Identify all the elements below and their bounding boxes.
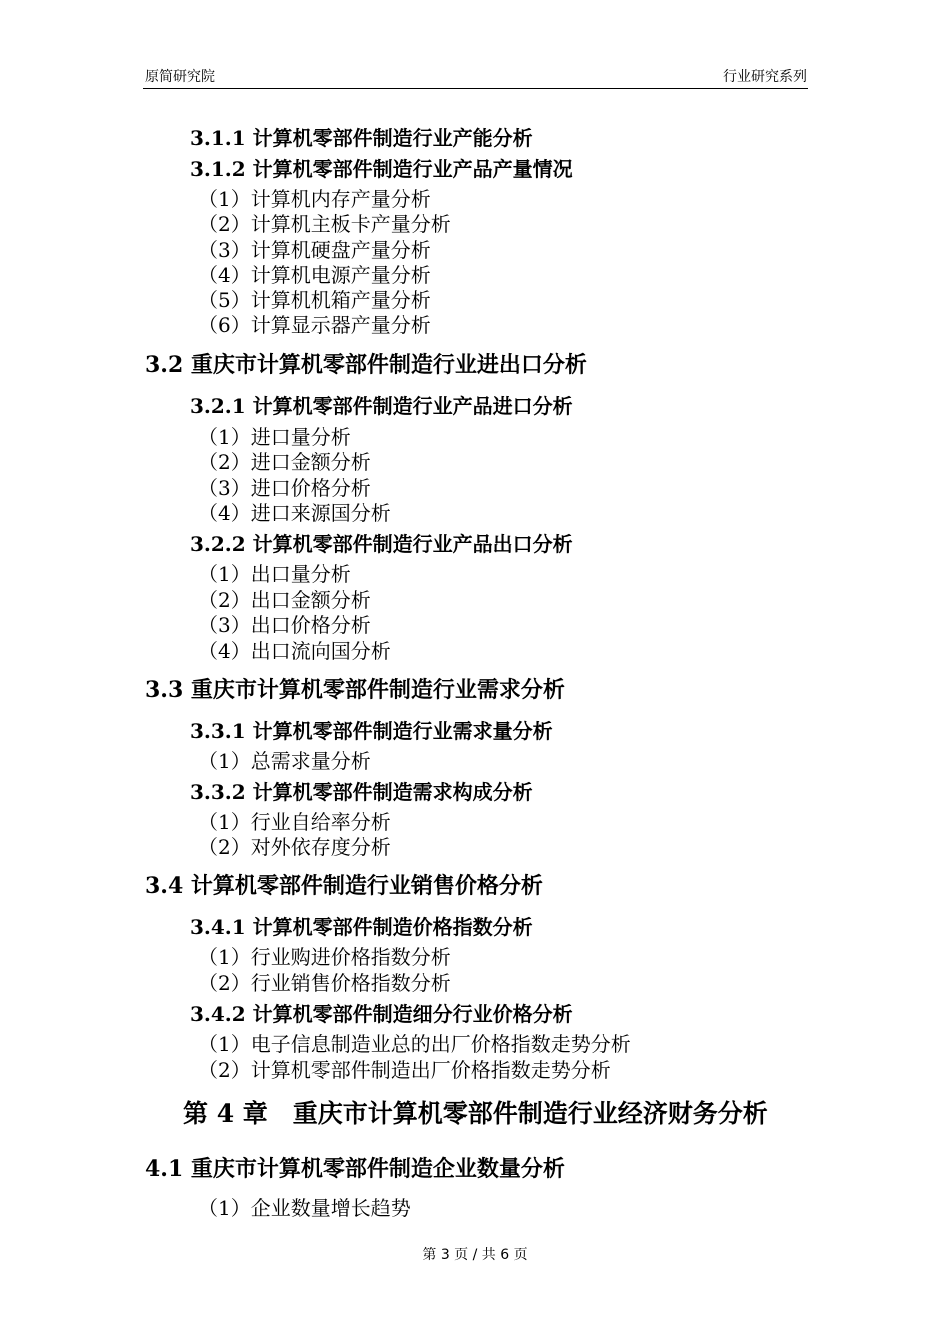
toc-item: （3）计算机硬盘产量分析: [198, 238, 431, 262]
toc-item: （2）计算机零部件制造出厂价格指数走势分析: [198, 1058, 611, 1082]
toc-item: （1）电子信息制造业总的出厂价格指数走势分析: [198, 1032, 631, 1056]
toc-subsection: 3.2.1 计算机零部件制造行业产品进口分析: [190, 394, 573, 418]
toc-item: （4）进口来源国分析: [198, 501, 391, 525]
page-number: 第 3 页 / 共 6 页: [422, 1247, 528, 1263]
header-left-title: 原简研究院: [145, 69, 215, 85]
toc-item: （2）出口金额分析: [198, 588, 371, 612]
toc-item: （1）企业数量增长趋势: [198, 1196, 411, 1220]
header-right-title: 行业研究系列: [723, 69, 807, 85]
toc-item: （4）计算机电源产量分析: [198, 263, 431, 287]
toc-item: （1）行业购进价格指数分析: [198, 945, 451, 969]
toc-item: （5）计算机机箱产量分析: [198, 288, 431, 312]
toc-chapter: 第 4 章 重庆市计算机零部件制造行业经济财务分析: [183, 1099, 768, 1128]
toc-item: （2）计算机主板卡产量分析: [198, 212, 451, 236]
toc-item: （1）进口量分析: [198, 425, 351, 449]
toc-subsection: 3.3.1 计算机零部件制造行业需求量分析: [190, 719, 553, 743]
toc-subsection: 3.3.2 计算机零部件制造需求构成分析: [190, 780, 533, 804]
toc-section: 3.4 计算机零部件制造行业销售价格分析: [145, 873, 543, 899]
toc-item: （1）出口量分析: [198, 562, 351, 586]
toc-item: （1）行业自给率分析: [198, 810, 391, 834]
toc-item: （1）总需求量分析: [198, 749, 371, 773]
toc-section: 3.2 重庆市计算机零部件制造行业进出口分析: [145, 352, 587, 378]
toc-section: 4.1 重庆市计算机零部件制造企业数量分析: [145, 1156, 565, 1182]
toc-subsection: 3.2.2 计算机零部件制造行业产品出口分析: [190, 532, 573, 556]
toc-section: 3.3 重庆市计算机零部件制造行业需求分析: [145, 677, 565, 703]
header-divider: [143, 88, 808, 89]
toc-item: （3）出口价格分析: [198, 613, 371, 637]
toc-item: （2）进口金额分析: [198, 450, 371, 474]
toc-item: （3）进口价格分析: [198, 476, 371, 500]
toc-item: （6）计算显示器产量分析: [198, 313, 431, 337]
toc-item: （4）出口流向国分析: [198, 639, 391, 663]
toc-subsection: 3.1.1 计算机零部件制造行业产能分析: [190, 126, 533, 150]
toc-item: （2）行业销售价格指数分析: [198, 971, 451, 995]
toc-subsection: 3.4.2 计算机零部件制造细分行业价格分析: [190, 1002, 573, 1026]
toc-item: （2）对外依存度分析: [198, 835, 391, 859]
toc-item: （1）计算机内存产量分析: [198, 187, 431, 211]
toc-subsection: 3.4.1 计算机零部件制造价格指数分析: [190, 915, 533, 939]
toc-subsection: 3.1.2 计算机零部件制造行业产品产量情况: [190, 157, 573, 181]
